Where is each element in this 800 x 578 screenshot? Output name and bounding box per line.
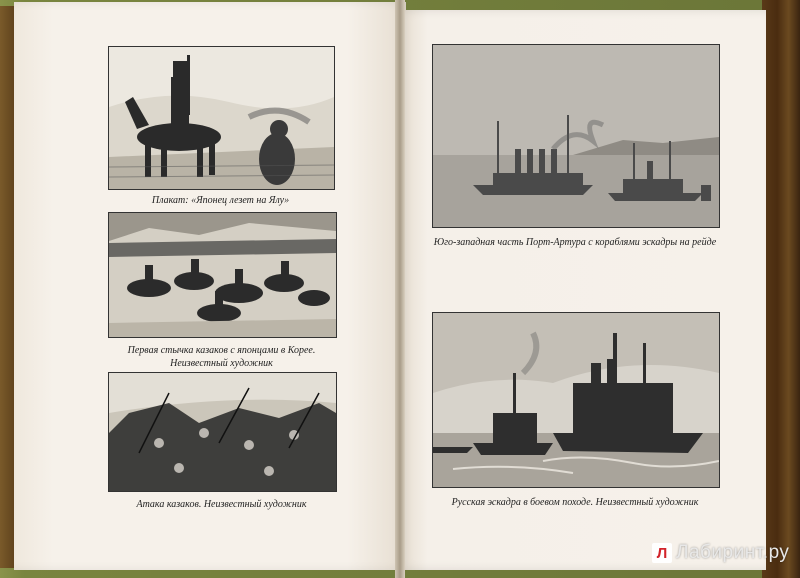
- book-gutter: [395, 0, 405, 578]
- illustration-cossack-poster: [108, 46, 335, 190]
- book-cover-edge-right: [762, 0, 800, 578]
- caption-skirmish-line2: Неизвестный художник: [170, 358, 273, 369]
- caption-squadron: Русская эскадра в боевом походе. Неизвестный художник: [451, 497, 699, 508]
- labirint-watermark: [652, 542, 789, 564]
- caption-port-arthur: Юго-западная часть Порт-Артура с кораблями эскадры на рейде: [433, 237, 717, 248]
- caption-skirmish-line1: Первая стычка казаков с японцами в Корее.: [127, 345, 316, 356]
- illustration-port-arthur: [432, 44, 720, 228]
- labirint-logo-icon: Л: [652, 543, 672, 563]
- caption-poster: Плакат: «Японец лезет на Ялу»: [151, 195, 290, 206]
- illustration-russian-squadron: [432, 312, 720, 488]
- caption-attack: Атака казаков. Неизвестный художник: [136, 499, 307, 510]
- illustration-cossack-skirmish: [108, 212, 337, 338]
- watermark-text: Лабиринт.ру: [676, 542, 790, 563]
- illustration-cossack-attack: [108, 372, 337, 492]
